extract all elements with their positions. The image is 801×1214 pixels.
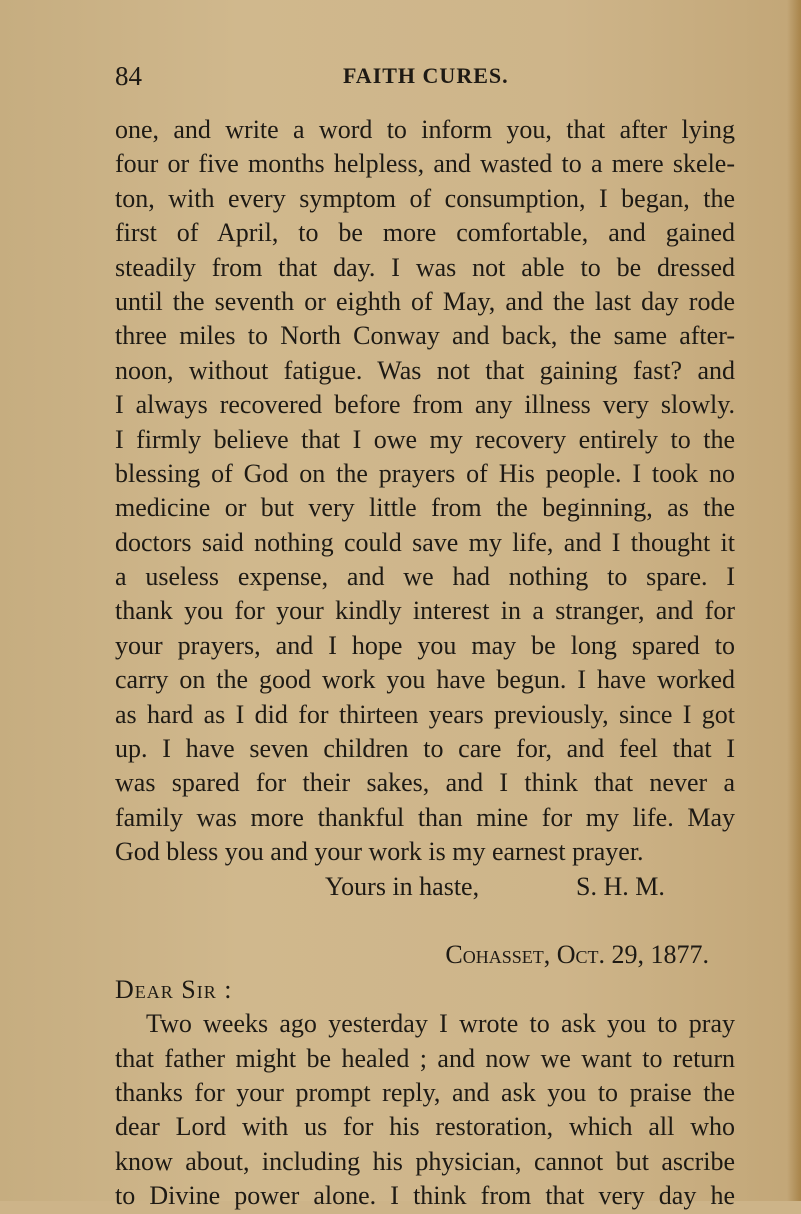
text-line: one, and write a word to inform you, that after lying bbox=[115, 115, 735, 144]
letter-one bbox=[115, 113, 735, 904]
text-line: family was more thankful than mine for my life. May bbox=[115, 802, 735, 832]
text-line: I always recovered before from any illness very slowly. bbox=[115, 390, 735, 420]
text-line: medicine or but very little from the beginning, as the bbox=[115, 493, 735, 523]
text-line: ton, with every symptom of consumption, I began, the bbox=[115, 183, 735, 213]
salutation: Dear Sir : bbox=[115, 974, 233, 1004]
page-header bbox=[115, 58, 735, 94]
dateline: Cohasset, Oct. 29, 1877. bbox=[445, 940, 709, 970]
closing-phrase: Yours in haste, bbox=[325, 871, 480, 901]
text-line: a useless expense, and we had nothing to spare. I bbox=[115, 562, 735, 592]
text-line: four or five months helpless, and wasted to a mere skele- bbox=[115, 149, 735, 179]
page-number: 84 bbox=[115, 61, 142, 91]
running-head: FAITH CURES. bbox=[343, 63, 509, 88]
text-line: first of April, to be more comfortable, and gained bbox=[115, 218, 735, 248]
text-line: thank you for your kindly interest in a stranger, and for bbox=[115, 596, 735, 626]
page-edge-shadow bbox=[787, 0, 801, 1201]
signature-initials: S. H. M. bbox=[576, 871, 665, 901]
text-line: your prayers, and I hope you may be long spared to bbox=[115, 630, 735, 660]
text-line: three miles to North Conway and back, the same after- bbox=[115, 321, 735, 351]
text-line: until the seventh or eighth of May, and the last day rode bbox=[115, 286, 735, 316]
text-line: know about, including his physician, cannot but ascribe bbox=[115, 1146, 735, 1176]
text-line: that father might be healed ; and now we want to return bbox=[115, 1043, 735, 1073]
text-line: as hard as I did for thirteen years previously, since I got bbox=[115, 699, 735, 729]
text-line: steadily from that day. I was not able to be dressed bbox=[115, 252, 735, 282]
text-line: to Divine power alone. I think from that very day he bbox=[115, 1181, 735, 1211]
section-gap bbox=[115, 904, 735, 938]
text-line: dear Lord with us for his restoration, which all who bbox=[115, 1112, 735, 1142]
page-body bbox=[115, 113, 735, 1214]
text-line: God bless you and your work is my earnest prayer. bbox=[115, 837, 644, 867]
text-line: was spared for their sakes, and I think that never a bbox=[115, 768, 735, 798]
text-line: noon, without fatigue. Was not that gaining fast? and bbox=[115, 355, 735, 385]
text-line: thanks for your prompt reply, and ask you to praise the bbox=[115, 1077, 735, 1107]
letter-signoff bbox=[115, 870, 735, 904]
text-line: doctors said nothing could save my life, and I thought it bbox=[115, 527, 735, 557]
text-line: up. I have seven children to care for, and feel that I bbox=[115, 734, 735, 764]
text-line: blessing of God on the prayers of His people. I took no bbox=[115, 458, 735, 488]
text-line: carry on the good work you have begun. I have worked bbox=[115, 665, 735, 695]
text-line: I firmly believe that I owe my recovery entirely to the bbox=[115, 424, 735, 454]
letter-two bbox=[115, 938, 735, 1213]
text-line: Two weeks ago yesterday I wrote to ask you to pray bbox=[146, 1009, 735, 1039]
